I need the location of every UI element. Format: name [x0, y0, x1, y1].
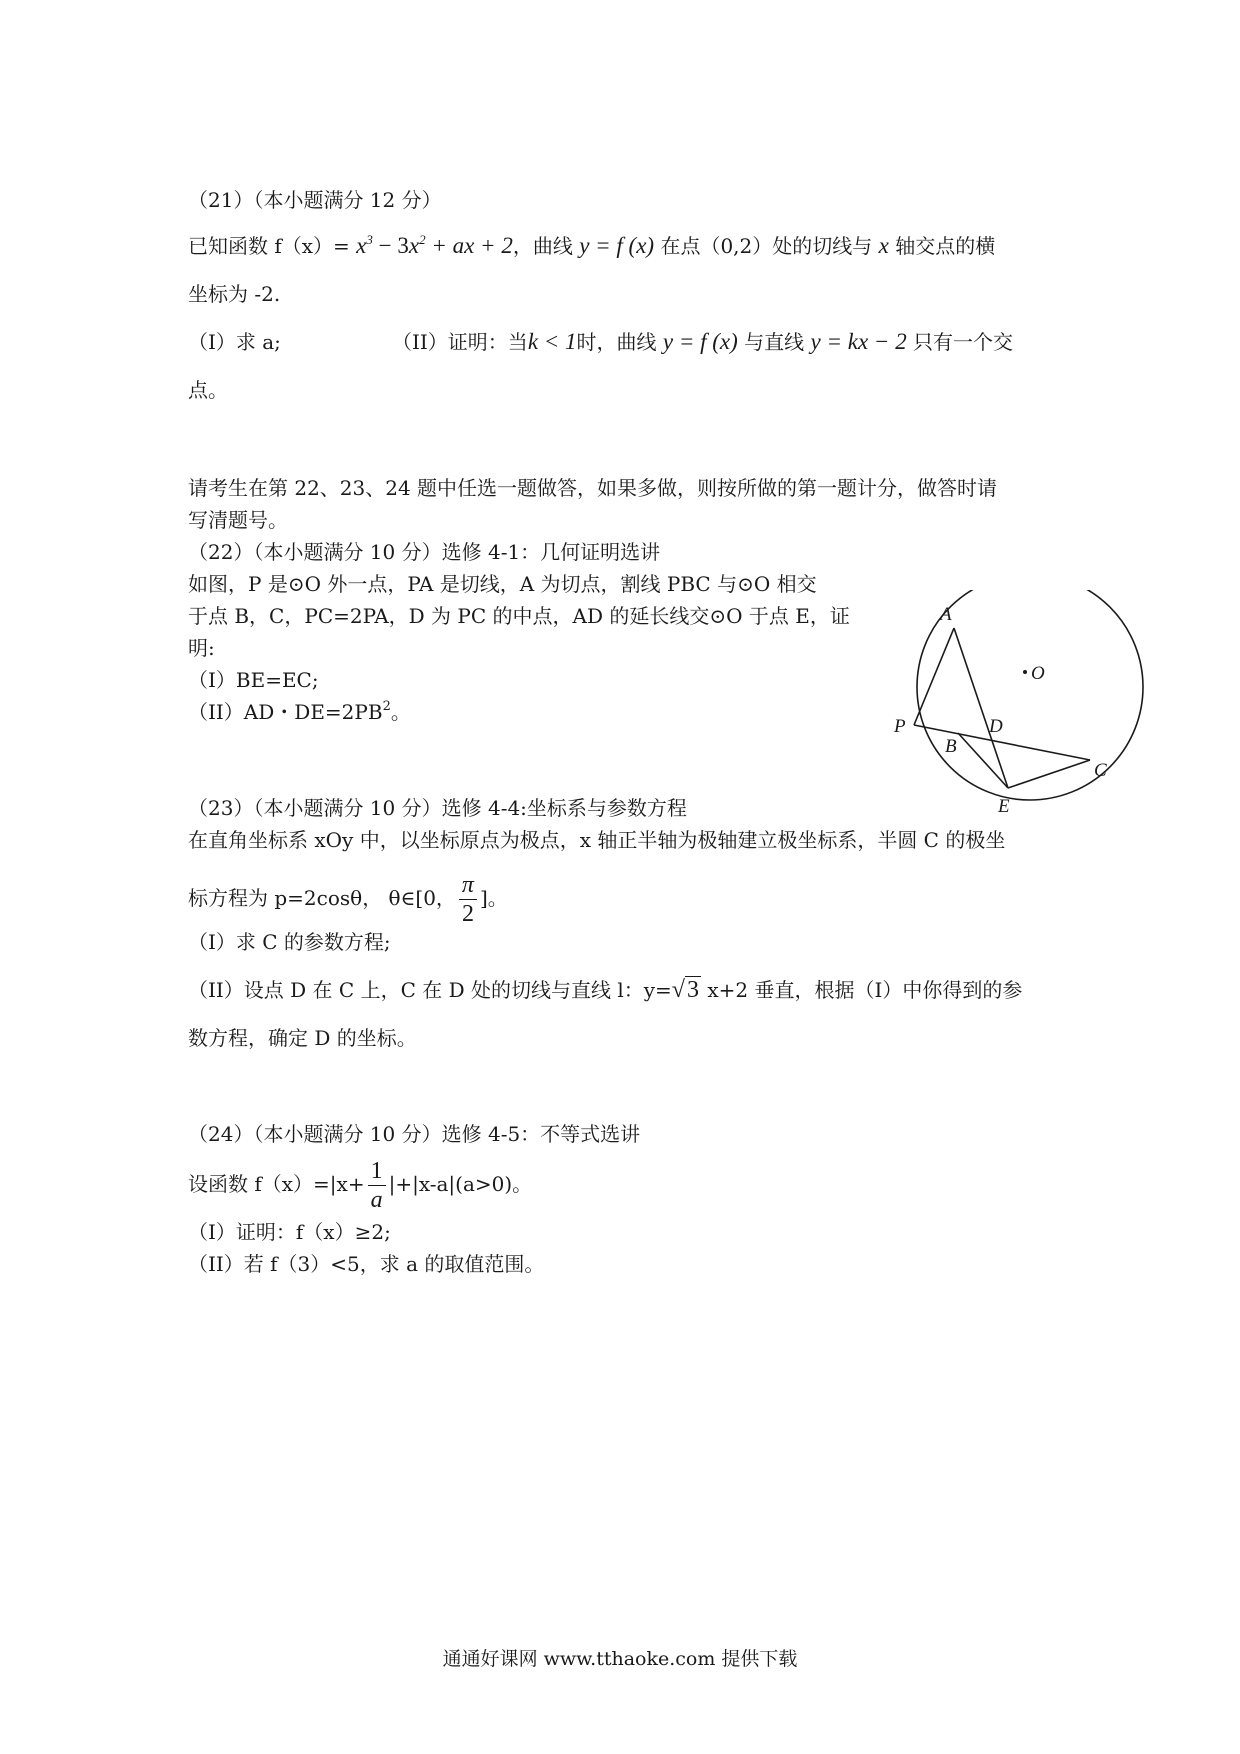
q22-part2-sup: 2	[382, 699, 391, 714]
q23-radicand: 3	[686, 977, 699, 1003]
q21-part2	[392, 328, 1013, 356]
q22-header: （22）（本小题满分 10 分）选修 4-1：几何证明选讲	[188, 540, 661, 564]
q23-line1: 在直角坐标系 xOy 中，以坐标原点为极点，x 轴正半轴为极轴建立极坐标系，半圆 C 的极坐	[188, 828, 1006, 852]
q21-ax-plus-2: + ax + 2	[425, 233, 513, 258]
q23-part2	[188, 976, 1022, 1004]
q23-line2-pre: 标方程为 p=2cosθ， θ∈[0，	[188, 886, 456, 910]
q24-one-over-a	[368, 1157, 386, 1214]
q21-line1-mid1: ，曲线	[512, 234, 580, 258]
q24-header: （24）（本小题满分 10 分）选修 4-5：不等式选讲	[188, 1122, 641, 1146]
q22-part2	[188, 698, 411, 726]
q23-pi: π	[459, 871, 477, 900]
geometry-figure	[850, 590, 1160, 830]
q21-x-axis-var: x	[878, 233, 889, 258]
q21-line1-post: 轴交点的横	[888, 234, 996, 258]
label-p: P	[894, 716, 906, 737]
q21-x-squared: $x^2$	[408, 232, 426, 258]
chord-ae	[954, 628, 1008, 788]
q22-line3: 明:	[188, 636, 215, 660]
note-line1: 请考生在第 22、23、24 题中任选一题做答，如果多做，则按所做的第一题计分，做答时请	[188, 476, 998, 500]
q23-line2-post: ]。	[479, 886, 508, 910]
q24-line1-post: |+|x-a|(a>0)。	[388, 1172, 533, 1196]
q23-header: （23）（本小题满分 10 分）选修 4-4:坐标系与参数方程	[188, 796, 687, 820]
q24-line1	[188, 1152, 532, 1216]
label-e: E	[998, 796, 1010, 817]
note-line2: 写清题号。	[188, 508, 288, 532]
label-d: D	[989, 716, 1003, 737]
q24-part1: （I）证明：f（x）≥2;	[188, 1220, 391, 1244]
geometry-svg	[850, 590, 1160, 830]
q24-part2: （II）若 f（3）<5，求 a 的取值范围。	[188, 1252, 545, 1276]
q23-part2-pre: （II）设点 D 在 C 上，C 在 D 处的切线与直线 l：y=	[188, 978, 672, 1002]
tangent-pa	[914, 628, 954, 725]
q22-part1: （I）BE=EC;	[188, 668, 319, 692]
q23-line2	[188, 866, 508, 930]
q21-line1-mid2: 在点（0,2）处的切线与	[654, 234, 879, 258]
q23-part2-post: x+2 垂直，根据（I）中你得到的参	[700, 978, 1023, 1002]
q21-line1	[188, 232, 995, 260]
q22-line2: 于点 B，C，PC=2PA，D 为 PC 的中点，AD 的延长线交⊙O 于点 E，证	[188, 604, 850, 628]
q21-curve-eq-2: y = f (x)	[662, 329, 738, 354]
q21-k-lt-1: k < 1	[527, 329, 577, 354]
footer-credit: 通通好课网 www.tthaoke.com 提供下载	[442, 1648, 798, 1670]
q22-line1: 如图，P 是⊙O 外一点，PA 是切线，A 为切点，割线 PBC 与⊙O 相交	[188, 572, 817, 596]
q24-one: 1	[368, 1157, 386, 1186]
q24-a: a	[370, 1187, 383, 1213]
q21-part2-mid2: 与直线	[737, 330, 811, 354]
label-a: A	[940, 604, 952, 625]
q22-part2-pre: （II）AD・DE=2PB	[188, 700, 383, 724]
q21-minus-3: − 3	[372, 233, 409, 258]
q24-line1-pre: 设函数 f（x）=|x+	[188, 1172, 365, 1196]
q23-sqrt3	[672, 976, 701, 1003]
q21-x-cubed: $x^3$	[356, 232, 373, 258]
q21-curve-eq: y = f (x)	[579, 233, 655, 258]
q23-radical-sign: √	[671, 977, 685, 1003]
q21-part2-mid1: 时，曲线	[576, 330, 663, 354]
q21-line4: 点。	[188, 378, 228, 402]
segment-ec	[1008, 760, 1090, 788]
q21-header: （21）（本小题满分 12 分）	[188, 188, 442, 212]
q22-part2-post: 。	[390, 700, 411, 724]
q23-two: 2	[461, 901, 474, 927]
q23-pi-over-2	[459, 871, 477, 928]
q23-line5: 数方程，确定 D 的坐标。	[188, 1026, 417, 1050]
label-b: B	[945, 736, 957, 757]
center-dot	[1023, 670, 1027, 674]
q21-part1: （I）求 a;	[188, 330, 281, 354]
q21-line1-pre: 已知函数 f（x）=	[188, 234, 357, 258]
q21-line2: 坐标为 -2.	[188, 282, 281, 306]
q21-part2-post: 只有一个交	[906, 330, 1014, 354]
q21-line-eq: y = kx − 2	[810, 329, 907, 354]
q23-part1: （I）求 C 的参数方程;	[188, 930, 391, 954]
label-c: C	[1094, 760, 1107, 781]
label-o: O	[1031, 663, 1045, 684]
q21-part2-pre: （II）证明：当	[392, 330, 528, 354]
